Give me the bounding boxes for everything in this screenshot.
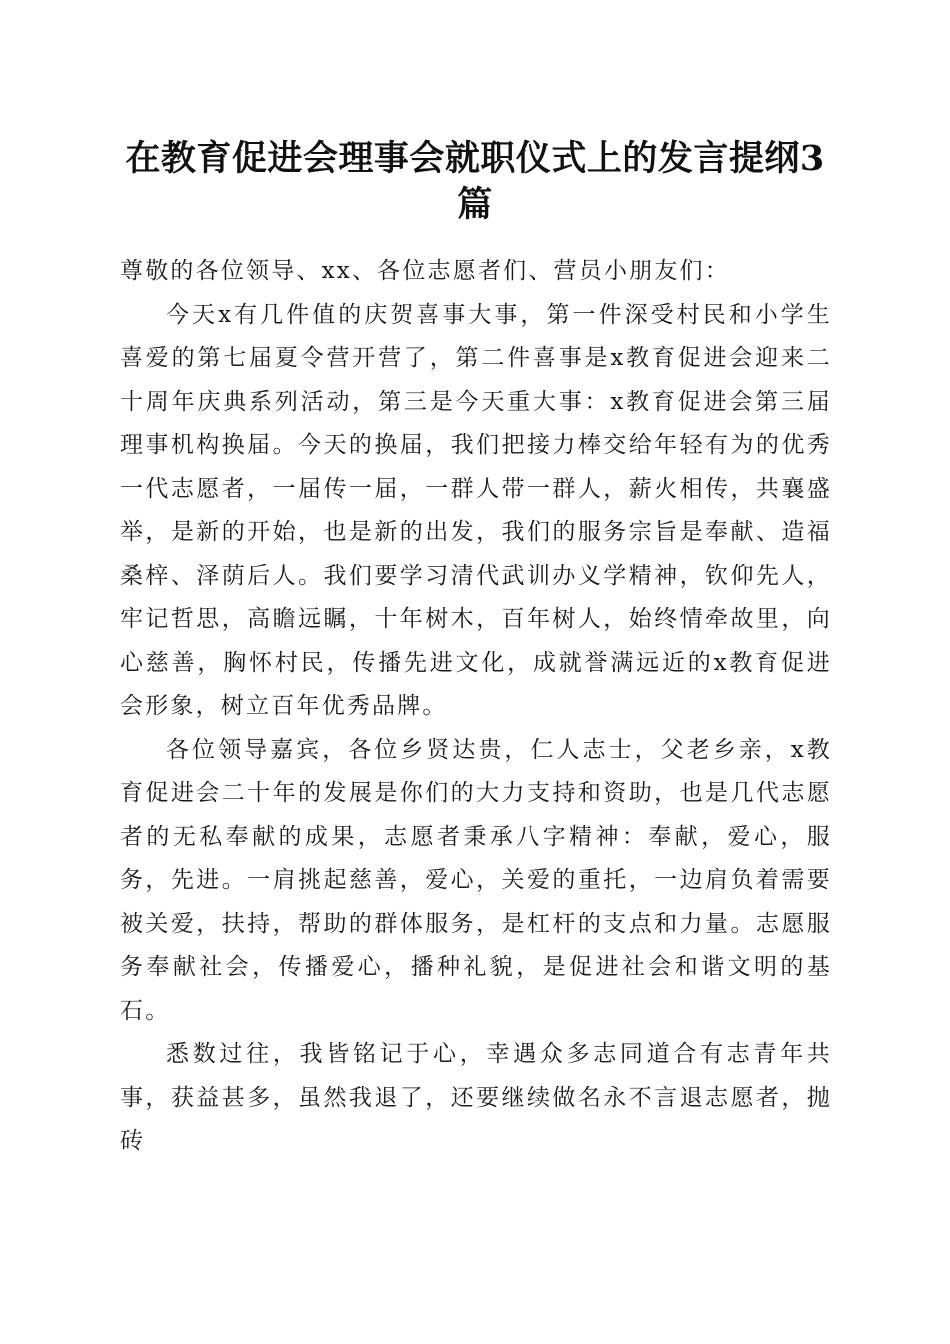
paragraph-3: 悉数过往，我皆铭记于心，幸遇众多志同道合有志青年共事，获益甚多，虽然我退了，还要继续做名永不言退志愿者，抛砖: [120, 1041, 832, 1154]
document-title: 在教育促进会理事会就职仪式上的发言提纲3篇: [125, 138, 825, 225]
salutation: 尊敬的各位领导、xx、各位志愿者们、营员小朋友们：: [120, 258, 730, 284]
document-body: [120, 250, 832, 1164]
paragraph-2: 各位领导嘉宾，各位乡贤达贵，仁人志士，父老乡亲，x教育促进会二十年的发展是你们的大力支持和资助，也是几代志愿者的无私奉献的成果，志愿者秉承八字精神：奉献，爱心，服务，先进。一肩挑起慈善，爱心，关爱的重托，一边肩负着需要被关爱，扶持，帮助的群体服务，是杠杆的支点和力量。志愿服务奉献社会，传播爱心，播种礼貌，是促进社会和谐文明的基石。: [120, 736, 832, 1024]
paragraph-1: 今天x有几件值的庆贺喜事大事，第一件深受村民和小学生喜爱的第七届夏令营开营了，第二件喜事是x教育促进会迎来二十周年庆典系列活动，第三是今天重大事：x教育促进会第三届理事机构换届。今天的换届，我们把接力棒交给年轻有为的优秀一代志愿者，一届传一届，一群人带一群人，薪火相传，共襄盛举，是新的开始，也是新的出发，我们的服务宗旨是奉献、造福桑梓、泽荫后人。我们要学习清代武训办义学精神，钦仰先人，牢记哲思，高瞻远瞩，十年树木，百年树人，始终情牵故里，向心慈善，胸怀村民，传播先进文化，成就誉满远近的x教育促进会形象，树立百年优秀品牌。: [120, 301, 832, 719]
